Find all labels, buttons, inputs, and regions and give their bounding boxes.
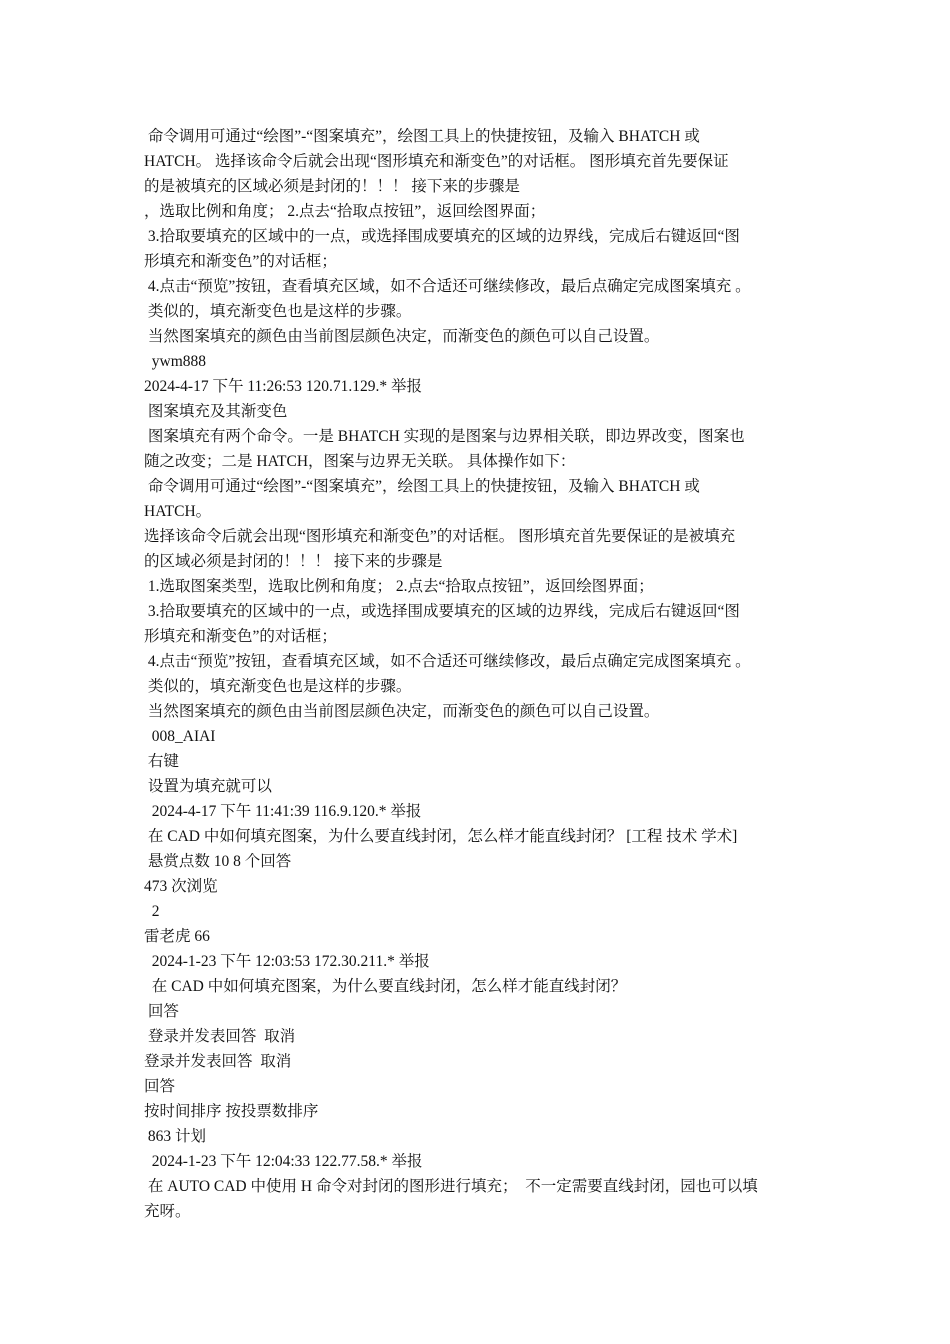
post-meta: 2024-1-23 下午 12:04:33 122.77.58.* 举报 (144, 1153, 423, 1170)
text-line: 在 AUTO CAD 中使用 H 命令对封闭的图形进行填充； 不一定需要直线封闭，园也可以填 (144, 1178, 758, 1195)
text-line: 选择该命令后就会出现“图形填充和渐变色”的对话框。 图形填充首先要保证的是被填充 (144, 528, 736, 545)
text-line: 随之改变；二是 HATCH，图案与边界无关联。 具体操作如下： (144, 453, 576, 470)
login-answer-actions[interactable]: 登录并发表回答 取消 (144, 1028, 296, 1045)
text-line: 3.拾取要填充的区域中的一点，或选择围成要填充的区域的边界线，完成后右键返回“图 (144, 603, 740, 620)
login-answer-actions[interactable]: 登录并发表回答 取消 (144, 1053, 292, 1070)
question-body: 在 CAD 中如何填充图案，为什么要直线封闭，怎么样才能直线封闭？ (144, 978, 627, 995)
text-line: 当然图案填充的颜色由当前图层颜色决定，而渐变色的颜色可以自己设置。 (144, 703, 660, 720)
text-line: 4.点击“预览”按钮，查看填充区域，如不合适还可继续修改，最后点确定完成图案填充 。 (144, 653, 751, 670)
text-line: 的区域必须是封闭的！！！ 接下来的步骤是 (144, 553, 443, 570)
username: 雷老虎 66 (144, 928, 210, 945)
answer-title: 图案填充及其渐变色 (144, 403, 288, 420)
view-count: 473 次浏览 (144, 878, 218, 895)
text-line: 充呀。 (144, 1203, 191, 1220)
post-meta: 2024-4-17 下午 11:41:39 116.9.120.* 举报 (144, 803, 422, 820)
text-line: 形填充和渐变色”的对话框； (144, 253, 337, 270)
text-line: 命令调用可通过“绘图”-“图案填充”，绘图工具上的快捷按钮，及输入 BHATCH 或 (144, 128, 700, 145)
text-line: HATCH。 (144, 503, 212, 520)
text-line: ，选取比例和角度； 2.点去“拾取点按钮”，返回绘图界面； (144, 203, 546, 220)
sort-options[interactable]: 按时间排序 按投票数排序 (144, 1103, 319, 1120)
post-meta: 2024-1-23 下午 12:03:53 172.30.211.* 举报 (144, 953, 430, 970)
question-title: 在 CAD 中如何填充图案，为什么要直线封闭，怎么样才能直线封闭？ [工程 技术 学术] (144, 828, 738, 845)
answer-link[interactable]: 回答 (144, 1078, 176, 1095)
text-line: 设置为填充就可以 (144, 778, 272, 795)
text-line: 类似的，填充渐变色也是这样的步骤。 (144, 678, 412, 695)
text-line: 当然图案填充的颜色由当前图层颜色决定，而渐变色的颜色可以自己设置。 (144, 328, 660, 345)
text-line: 类似的，填充渐变色也是这样的步骤。 (144, 303, 412, 320)
text-line: 3.拾取要填充的区域中的一点，或选择围成要填充的区域的边界线，完成后右键返回“图 (144, 228, 740, 245)
text-line: 1.选取图案类型，选取比例和角度； 2.点去“拾取点按钮”，返回绘图界面； (144, 578, 654, 595)
vote-count: 2 (144, 903, 160, 920)
document-body (144, 124, 816, 1224)
text-line: 右键 (144, 753, 179, 770)
text-line: 命令调用可通过“绘图”-“图案填充”，绘图工具上的快捷按钮，及输入 BHATCH 或 (144, 478, 700, 495)
username: 863 计划 (144, 1128, 207, 1145)
username: 008_AIAI (144, 728, 216, 745)
post-meta: 2024-4-17 下午 11:26:53 120.71.129.* 举报 (144, 378, 422, 395)
question-stats: 悬赏点数 10 8 个回答 (144, 853, 292, 870)
username: ywm888 (144, 353, 206, 370)
text-line: 形填充和渐变色”的对话框； (144, 628, 337, 645)
text-line: 4.点击“预览”按钮，查看填充区域，如不合适还可继续修改，最后点确定完成图案填充 。 (144, 278, 751, 295)
text-line: 的是被填充的区域必须是封闭的！！！ 接下来的步骤是 (144, 178, 520, 195)
text-line: 图案填充有两个命令。一是 BHATCH 实现的是图案与边界相关联，即边界改变，图案也 (144, 428, 745, 445)
text-line: HATCH。 选择该命令后就会出现“图形填充和渐变色”的对话框。 图形填充首先要保证 (144, 153, 729, 170)
answer-link[interactable]: 回答 (144, 1003, 179, 1020)
